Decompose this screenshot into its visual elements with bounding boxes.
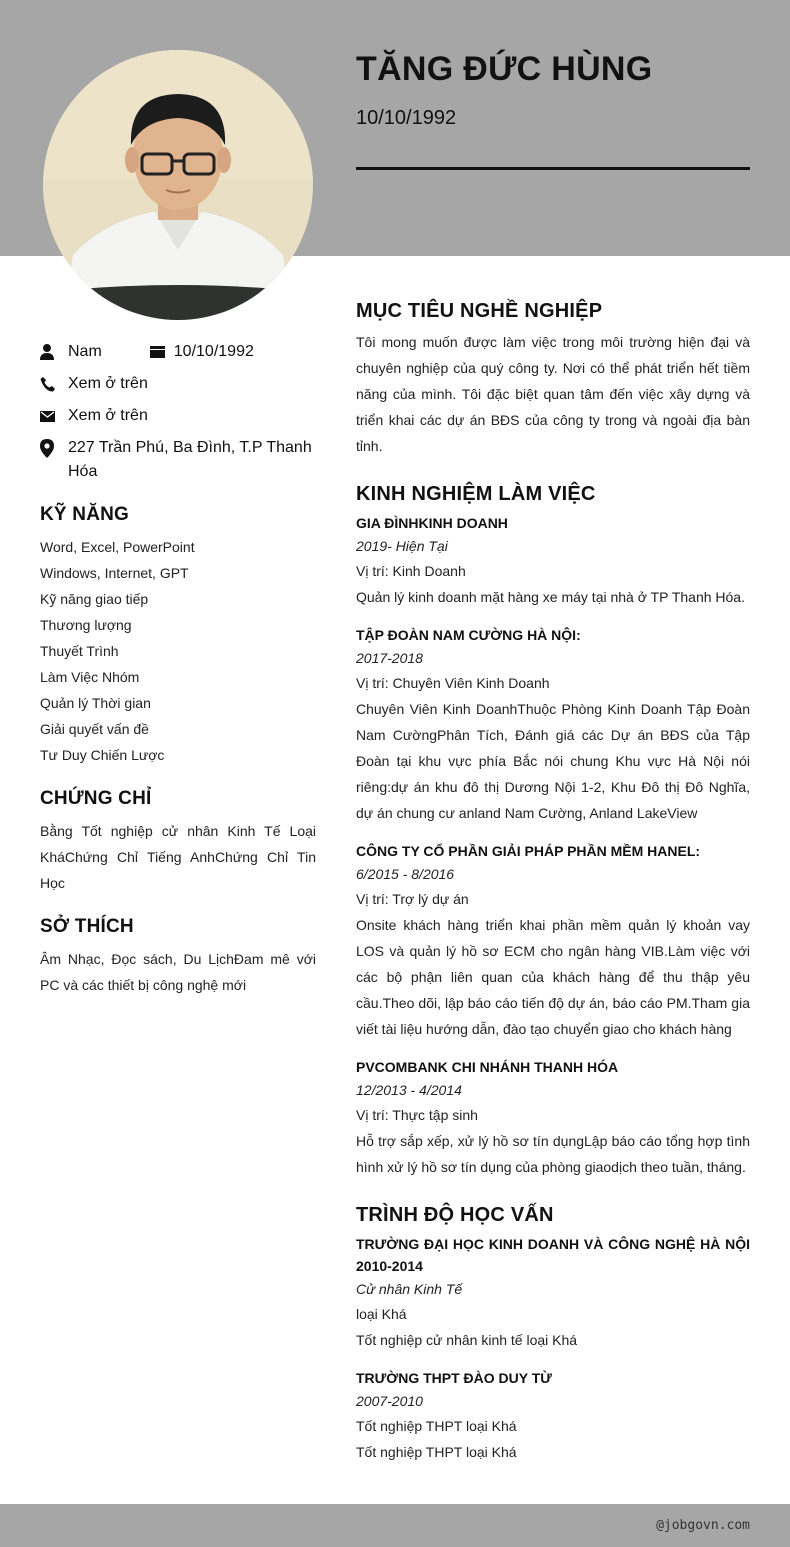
job-period: 2019- Hiện Tại — [356, 538, 448, 554]
footer-brand: @jobgovn.com — [656, 1518, 750, 1533]
profile-photo — [43, 50, 313, 320]
person-icon — [40, 340, 68, 364]
birthday-group — [150, 340, 254, 364]
phone-icon — [40, 372, 68, 396]
skill-item: Word, Excel, PowerPoint — [40, 539, 195, 555]
hobbies-title: SỞ THÍCH — [40, 916, 134, 937]
skill-item: Thuyết Trình — [40, 643, 119, 659]
skill-item: Thương lượng — [40, 617, 132, 633]
school-period: Cử nhân Kinh Tế — [356, 1281, 463, 1297]
email-row — [40, 404, 316, 428]
school-detail: Tốt nghiệp cử nhân kinh tế loại Khá — [356, 1332, 578, 1348]
school-detail: Tốt nghiệp THPT loại Khá — [356, 1418, 517, 1434]
job-entry — [356, 1056, 750, 1180]
header-birthdate: 10/10/1992 — [356, 107, 457, 129]
address-value: 227 Trần Phú, Ba Đình, T.P Thanh Hóa — [68, 439, 312, 480]
skill-item: Làm Việc Nhóm — [40, 669, 140, 685]
skill-item: Windows, Internet, GPT — [40, 565, 189, 581]
phone-value: Xem ở trên — [68, 375, 148, 392]
job-position: Vị trí: Thực tập sinh — [356, 1107, 478, 1123]
map-pin-icon — [40, 436, 68, 460]
address-row — [40, 436, 316, 484]
school-entry — [356, 1233, 750, 1353]
job-org: GIA ĐÌNHKINH DOANH — [356, 515, 508, 531]
school-period: 2007-2010 — [356, 1393, 423, 1409]
job-position: Vị trí: Trợ lý dự án — [356, 891, 469, 907]
phone-row — [40, 372, 316, 396]
email-value: Xem ở trên — [68, 407, 148, 424]
left-column — [40, 340, 316, 998]
job-period: 2017-2018 — [356, 650, 423, 666]
skills-list — [40, 534, 316, 768]
job-entry — [356, 624, 750, 826]
job-description: Quản lý kinh doanh mặt hàng xe máy tại nhà ở TP Thanh Hóa. — [356, 589, 745, 605]
job-position: Vị trí: Kinh Doanh — [356, 563, 466, 579]
job-description: Hỗ trợ sắp xếp, xử lý hồ sơ tín dụngLập báo cáo tổng hợp tình hình xử lý hồ sơ tín dụng của phòng giaodịch theo tuần, tháng. — [356, 1133, 750, 1175]
experience-title: KINH NGHIỆM LÀM VIỆC — [356, 483, 596, 505]
calendar-icon — [150, 340, 174, 364]
envelope-icon — [40, 404, 68, 428]
skill-item: Quản lý Thời gian — [40, 695, 151, 711]
job-org: CÔNG TY CỔ PHẦN GIẢI PHÁP PHẦN MỀM HANEL: — [356, 843, 701, 859]
hobbies-text: Âm Nhạc, Đọc sách, Du LịchĐam mê với PC và các thiết bị công nghệ mới — [40, 951, 316, 993]
experience-section — [356, 483, 750, 1180]
certificates-title: CHỨNG CHỈ — [40, 788, 152, 809]
job-org: PVCOMBANK CHI NHÁNH THANH HÓA — [356, 1059, 619, 1075]
job-period: 12/2013 - 4/2014 — [356, 1082, 462, 1098]
gender-value: Nam — [68, 343, 102, 360]
birthday-value: 10/10/1992 — [173, 343, 254, 360]
school-detail: loại Khá — [356, 1306, 407, 1322]
job-org: TẬP ĐOÀN NAM CƯỜNG HÀ NỘI: — [356, 627, 581, 643]
job-entry — [356, 512, 750, 610]
skill-item: Kỹ năng giao tiếp — [40, 591, 149, 607]
objective-section — [356, 300, 750, 459]
objective-text: Tôi mong muốn được làm việc trong môi trường hiện đại và chuyên nghiệp của quý công ty. Nơi có thể phát triển hết tiềm năng của mình. Tôi đặc biệt quan tâm đến việc xây dựng và triển khai các dự án BĐS của công ty trong và ngoài địa bàn tỉnh. — [356, 334, 750, 454]
school-entry — [356, 1367, 750, 1465]
header-divider — [356, 167, 750, 170]
education-title: TRÌNH ĐỘ HỌC VẤN — [356, 1204, 554, 1226]
certificates-text: Bằng Tốt nghiệp cử nhân Kinh Tế Loại KháChứng Chỉ Tiếng AnhChứng Chỉ Tin Học — [40, 823, 316, 891]
right-column — [356, 300, 750, 1489]
school-name: TRƯỜNG ĐẠI HỌC KINH DOANH VÀ CÔNG NGHỆ HÀ NỘI 2010-2014 — [356, 1236, 750, 1274]
objective-title: MỤC TIÊU NGHỀ NGHIỆP — [356, 300, 603, 322]
job-entry — [356, 840, 750, 1042]
job-position: Vị trí: Chuyên Viên Kinh Doanh — [356, 675, 550, 691]
job-description: Chuyên Viên Kinh DoanhThuộc Phòng Kinh Doanh Tập Đoàn Nam CườngPhân Tích, Đánh giá các Dự án BĐS của Tập Đoàn tại khu vực phía Bắc nói chung Khu vực Hà Nội nói riêng:dự án khu đô thị Dương Nội 1-2, Khu Đô thị Đô Nghĩa, dự án chung cư anland Nam Cường, Anland LakeView — [356, 701, 750, 821]
skills-title: KỸ NĂNG — [40, 504, 130, 525]
education-section — [356, 1204, 750, 1465]
job-period: 6/2015 - 8/2016 — [356, 866, 455, 882]
skill-item: Tư Duy Chiến Lược — [40, 747, 165, 763]
candidate-name: TĂNG ĐỨC HÙNG — [356, 50, 653, 88]
gender-birthday-row — [40, 340, 316, 364]
school-name: TRƯỜNG THPT ĐÀO DUY TỪ — [356, 1370, 552, 1386]
skill-item: Giải quyết vấn đề — [40, 721, 149, 737]
school-detail: Tốt nghiệp THPT loại Khá — [356, 1444, 517, 1460]
job-description: Onsite khách hàng triển khai phần mềm quản lý khoản vay LOS và quản lý hồ sơ ECM cho ngân hàng VIB.Làm việc với các bộ phận liên quan của khách hàng để thu thập yêu cầu.Theo dõi, lập báo cáo tiến độ dự án, báo cáo PM.Tham gia viết tài liệu hướng dẫn, đào tạo chuyển giao cho khách hàng — [356, 917, 750, 1037]
